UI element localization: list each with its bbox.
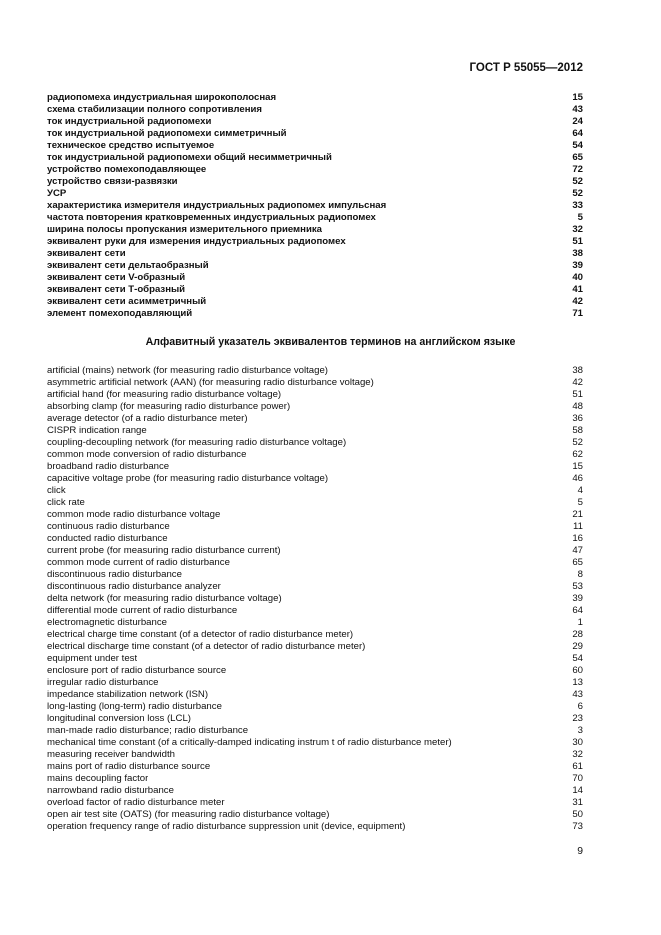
index-term-number: 54: [572, 653, 583, 664]
index-term-number: 42: [572, 377, 583, 388]
index-entry: [47, 593, 583, 605]
index-entry: [47, 509, 583, 521]
index-term-number: 51: [572, 389, 583, 400]
index-entry: [47, 797, 583, 809]
index-entry: [47, 521, 583, 533]
index-term-number: 43: [572, 689, 583, 700]
index-entry: [47, 497, 583, 509]
index-term-number: 5: [577, 497, 583, 508]
index-entry: [47, 761, 583, 773]
index-term-number: 60: [572, 665, 583, 676]
index-term: asymmetric artificial network (AAN) (for measuring radio disturbance voltage): [47, 377, 374, 388]
index-term-number: 32: [572, 224, 583, 235]
index-entry: [47, 569, 583, 581]
index-term: man-made radio disturbance; radio disturbance: [47, 725, 249, 736]
index-term: delta network (for measuring radio disturbance voltage): [47, 593, 282, 604]
index-entry: [47, 365, 583, 377]
index-term-number: 29: [572, 641, 583, 652]
index-entry: [47, 401, 583, 413]
index-term-number: 36: [572, 413, 583, 424]
index-term: ширина полосы пропускания измерительного приемника: [47, 224, 322, 235]
index-term: measuring receiver bandwidth: [47, 749, 175, 760]
index-entry: [47, 653, 583, 665]
index-term-number: 65: [572, 152, 583, 163]
index-term-number: 13: [572, 677, 583, 688]
index-entry: [47, 176, 583, 188]
index-term: click rate: [47, 497, 85, 508]
index-entry: [47, 212, 583, 224]
index-term-number: 51: [572, 236, 583, 247]
index-entry: [47, 605, 583, 617]
index-term: характеристика измерителя индустриальных радиопомех импульсная: [47, 200, 387, 211]
index-term-number: 39: [572, 593, 583, 604]
index-entry: [47, 437, 583, 449]
index-term: устройство связи-развязки: [47, 176, 178, 187]
index-term: click: [47, 485, 66, 496]
index-term: operation frequency range of radio disturbance suppression unit (device, equipment): [47, 821, 406, 832]
index-term: impedance stabilization network (ISN): [47, 689, 209, 700]
index-entry: [47, 641, 583, 653]
index-entry: [47, 188, 583, 200]
index-entry: [47, 413, 583, 425]
index-term: electromagnetic disturbance: [47, 617, 167, 628]
index-entry: [47, 152, 583, 164]
index-term-number: 43: [572, 104, 583, 115]
index-term: УСР: [47, 188, 67, 199]
index-term: enclosure port of radio disturbance source: [47, 665, 227, 676]
index-entry: [47, 725, 583, 737]
index-term: ток индустриальной радиопомехи симметричный: [47, 128, 287, 139]
index-term: устройство помехоподавляющее: [47, 164, 207, 175]
index-entry: [47, 473, 583, 485]
index-entry: [47, 425, 583, 437]
index-entry: [47, 629, 583, 641]
index-term: эквивалент сети асимметричный: [47, 296, 207, 307]
index-term-number: 64: [572, 128, 583, 139]
index-term-number: 33: [572, 200, 583, 211]
index-term-number: 4: [577, 485, 583, 496]
index-term-number: 52: [572, 437, 583, 448]
index-entry: [47, 461, 583, 473]
index-term: artificial (mains) network (for measuring radio disturbance voltage): [47, 365, 328, 376]
index-term-number: 30: [572, 737, 583, 748]
index-term: common mode current of radio disturbance: [47, 557, 230, 568]
index-term: conducted radio disturbance: [47, 533, 168, 544]
index-term-number: 38: [572, 248, 583, 259]
index-entry: [47, 272, 583, 284]
index-term-number: 52: [572, 188, 583, 199]
index-entry: [47, 104, 583, 116]
document-header: ГОСТ Р 55055—2012: [469, 62, 583, 74]
index-entry: [47, 545, 583, 557]
index-term: artificial hand (for measuring radio disturbance voltage): [47, 389, 282, 400]
index-term-number: 15: [572, 92, 583, 103]
index-term-number: 15: [572, 461, 583, 472]
index-term-number: 53: [572, 581, 583, 592]
index-term: broadband radio disturbance: [47, 461, 170, 472]
index-term-number: 65: [572, 557, 583, 568]
index-term: open air test site (OATS) (for measuring radio disturbance voltage): [47, 809, 330, 820]
index-entry: [47, 665, 583, 677]
index-term-number: 3: [577, 725, 583, 736]
index-term-number: 11: [573, 521, 583, 532]
index-term-number: 16: [572, 533, 583, 544]
index-entry: [47, 701, 583, 713]
index-term: техническое средство испытуемое: [47, 140, 215, 151]
index-entry: [47, 533, 583, 545]
index-term-number: 23: [572, 713, 583, 724]
index-term: electrical charge time constant (of a detector of radio disturbance meter): [47, 629, 354, 640]
index-term: electrical discharge time constant (of a detector of radio disturbance meter): [47, 641, 366, 652]
index-term: discontinuous radio disturbance: [47, 569, 182, 580]
index-term-number: 31: [572, 797, 583, 808]
index-term: эквивалент сети Т-образный: [47, 284, 186, 295]
index-term-number: 71: [572, 308, 583, 319]
index-term: mechanical time constant (of a critically-damped indicating instrum t of radio disturbance meter): [47, 737, 452, 748]
index-term-number: 58: [572, 425, 583, 436]
index-entry: [47, 377, 583, 389]
index-term: overload factor of radio disturbance meter: [47, 797, 225, 808]
index-entry: [47, 308, 583, 320]
index-term-number: 48: [572, 401, 583, 412]
index-term: эквивалент сети дельтаобразный: [47, 260, 209, 271]
index-term: mains port of radio disturbance source: [47, 761, 211, 772]
index-term: common mode radio disturbance voltage: [47, 509, 221, 520]
index-term: mains decoupling factor: [47, 773, 149, 784]
index-term-number: 28: [572, 629, 583, 640]
index-entry: [47, 164, 583, 176]
index-term-number: 46: [572, 473, 583, 484]
index-term-number: 73: [572, 821, 583, 832]
index-term-number: 50: [572, 809, 583, 820]
index-term-number: 5: [577, 212, 583, 223]
index-term: эквивалент сети: [47, 248, 126, 259]
index-term: элемент помехоподавляющий: [47, 308, 193, 319]
index-entry: [47, 617, 583, 629]
index-entry: [47, 389, 583, 401]
index-term: эквивалент руки для измерения индустриальных радиопомех: [47, 236, 346, 247]
index-entry: [47, 200, 583, 212]
index-term: частота повторения кратковременных индустриальных радиопомех: [47, 212, 376, 223]
index-entry: [47, 140, 583, 152]
index-entry: [47, 224, 583, 236]
index-term-number: 52: [572, 176, 583, 187]
index-term-number: 42: [572, 296, 583, 307]
index-term: радиопомеха индустриальная широкополосная: [47, 92, 277, 103]
index-entry: [47, 284, 583, 296]
index-term-number: 72: [572, 164, 583, 175]
index-entry: [47, 485, 583, 497]
index-entry: [47, 248, 583, 260]
index-entry: [47, 677, 583, 689]
index-term: схема стабилизации полного сопротивления: [47, 104, 263, 115]
index-entry: [47, 260, 583, 272]
index-entry: [47, 92, 583, 104]
index-term-number: 6: [577, 701, 583, 712]
index-entry: [47, 785, 583, 797]
index-term-number: 21: [572, 509, 583, 520]
index-entry: [47, 809, 583, 821]
index-term-number: 1: [577, 617, 583, 628]
index-term: equipment under test: [47, 653, 138, 664]
english-index-title: Алфавитный указатель эквивалентов терминов на английском языке: [145, 336, 516, 348]
index-entry: [47, 128, 583, 140]
index-term: long-lasting (long-term) radio disturbance: [47, 701, 222, 712]
index-term-number: 61: [572, 761, 583, 772]
russian-term-index: [47, 92, 583, 320]
index-entry: [47, 737, 583, 749]
index-term: absorbing clamp (for measuring radio disturbance power): [47, 401, 291, 412]
english-term-index: [47, 365, 583, 833]
index-entry: [47, 749, 583, 761]
index-entry: [47, 557, 583, 569]
index-term: discontinuous radio disturbance analyzer: [47, 581, 221, 592]
index-entry: [47, 581, 583, 593]
index-term: continuous radio disturbance: [47, 521, 170, 532]
index-entry: [47, 713, 583, 725]
index-entry: [47, 296, 583, 308]
index-entry: [47, 689, 583, 701]
index-term-number: 24: [572, 116, 583, 127]
index-entry: [47, 449, 583, 461]
index-term-number: 41: [572, 284, 583, 295]
index-term-number: 47: [572, 545, 583, 556]
index-term: ток индустриальной радиопомехи общий несимметричный: [47, 152, 332, 163]
index-term-number: 70: [572, 773, 583, 784]
index-entry: [47, 116, 583, 128]
index-term-number: 62: [572, 449, 583, 460]
index-term-number: 40: [572, 272, 583, 283]
index-entry: [47, 773, 583, 785]
index-term: current probe (for measuring radio disturbance current): [47, 545, 281, 556]
index-term: coupling-decoupling network (for measuring radio disturbance voltage): [47, 437, 347, 448]
index-term: irregular radio disturbance: [47, 677, 159, 688]
index-term: narrowband radio disturbance: [47, 785, 174, 796]
index-term-number: 32: [572, 749, 583, 760]
index-term-number: 39: [572, 260, 583, 271]
index-term-number: 54: [572, 140, 583, 151]
index-term-number: 38: [572, 365, 583, 376]
index-term: differential mode current of radio disturbance: [47, 605, 238, 616]
page-number: 9: [577, 846, 583, 857]
index-term: longitudinal conversion loss (LCL): [47, 713, 191, 724]
index-entry: [47, 236, 583, 248]
index-entry: [47, 821, 583, 833]
index-term: capacitive voltage probe (for measuring radio disturbance voltage): [47, 473, 329, 484]
index-term: average detector (of a radio disturbance meter): [47, 413, 248, 424]
index-term-number: 64: [572, 605, 583, 616]
index-term: common mode conversion of radio disturbance: [47, 449, 247, 460]
index-term-number: 14: [572, 785, 583, 796]
index-term: эквивалент сети V-образный: [47, 272, 186, 283]
index-term-number: 8: [577, 569, 583, 580]
index-term: ток индустриальной радиопомехи: [47, 116, 212, 127]
index-term: CISPR indication range: [47, 425, 147, 436]
